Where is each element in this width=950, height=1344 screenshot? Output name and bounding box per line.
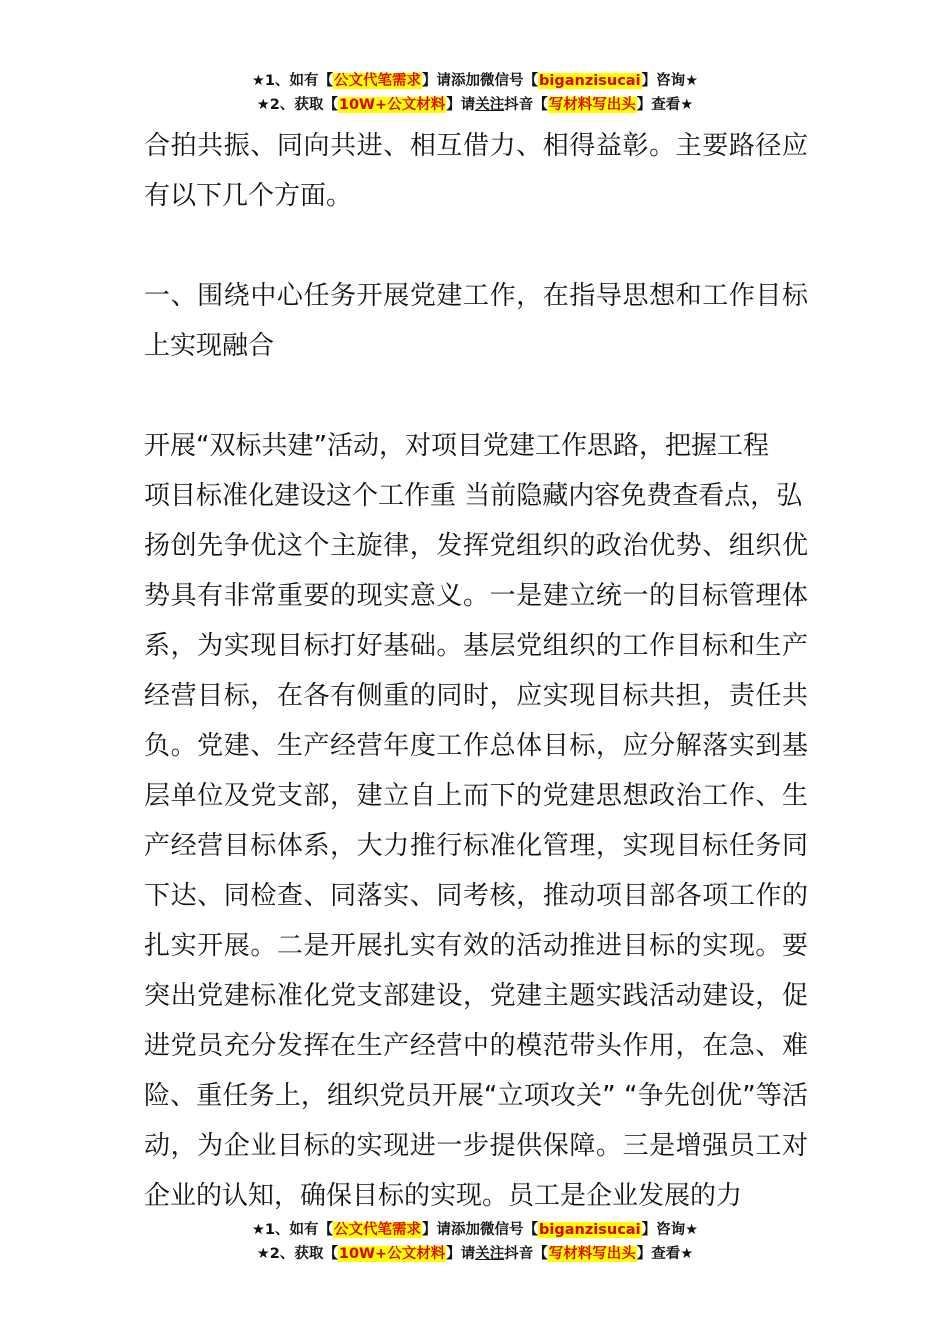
promo-text: 】请添 <box>422 73 466 89</box>
paragraph-line: 开展“双标共建”活动，对项目党建工作思路，把握工程 <box>144 431 769 461</box>
promo-highlight-materials: 10W+公文材料 <box>338 97 446 113</box>
promo-text: 】请 <box>446 1246 476 1262</box>
document-body <box>144 121 808 1221</box>
paragraph-gap <box>144 371 808 421</box>
promo-text: 1、如有【 <box>264 1222 334 1238</box>
promo-text: 微信号【 <box>480 1222 539 1238</box>
paragraph-line: 项目标准化建设这个工作重 当前隐藏内容免费查看点，弘 <box>144 481 803 511</box>
promo-line-1 <box>0 1218 950 1242</box>
promo-text: 抖音【 <box>504 1246 548 1262</box>
promo-line-2 <box>0 1242 950 1266</box>
promo-text: 】请 <box>446 97 476 113</box>
promo-highlight-service: 公文代笔需求 <box>334 1222 422 1238</box>
promo-text: 2、获取【 <box>269 1246 338 1262</box>
paragraph: 扬创先争优这个主旋律，发挥党组织的政治优势、组织优势具有非常重要的现实意义。一是建立统一的目标管理体系，为实现目标打好基础。基层党组织的工作目标和生产经营目标，在各有侧重的同时，应实现目标共担，责任共负。党建、生产经营年度工作总体目标，应分解落实到基层单位及党支部，建立自上而下的党建思想政治工作、生产经营目标体系，大力推行标准化管理，实现目标任务同下达、同检查、同落实、同考核，推动项目部各项工作的扎实开展。二是开展扎实有效的活动推进目标的实现。要突出党建标准化党支部建设，党建主题实践活动建设，促进党员充分发挥在生产经营中的模范带头作用，在急、难险、重任务上，组织党员开展“立项攻关” “争先创优”等活动，为企业目标的实现进一步提供保障。三是增强员工对企业的认知，确保目标的实现。员工是企业发展的力 <box>144 531 808 1211</box>
promo-text: 2、获取【 <box>269 97 338 113</box>
promo-text: 微信号【 <box>480 73 539 89</box>
promo-highlight-materials: 10W+公文材料 <box>338 1246 446 1262</box>
promo-highlight-douyin: 写材料写出头 <box>548 97 636 113</box>
paragraph-gap <box>144 221 808 271</box>
section-heading: 一、围绕中心任务开展党建工作，在指导思想和工作目标上实现融合 <box>144 281 808 361</box>
star-icon: ★ <box>256 97 270 113</box>
promo-text: 加 <box>465 73 481 89</box>
promo-banner-bottom <box>0 1218 950 1266</box>
promo-highlight-douyin: 写材料写出头 <box>548 1246 636 1262</box>
promo-text: 加 <box>465 1222 481 1238</box>
star-icon: ★ <box>251 1222 265 1238</box>
promo-text: 关注 <box>475 1246 505 1262</box>
star-icon: ★ <box>256 1246 270 1262</box>
promo-text: 关注 <box>475 97 505 113</box>
star-icon: ★ <box>251 73 265 89</box>
promo-line-1 <box>0 69 950 93</box>
promo-text: 】查看★ <box>636 97 694 113</box>
promo-line-2 <box>0 93 950 117</box>
promo-text: 】咨询★ <box>641 73 699 89</box>
promo-text: 】查看★ <box>636 1246 694 1262</box>
promo-highlight-wechat-id: biganzisucai <box>539 1222 641 1238</box>
promo-highlight-service: 公文代笔需求 <box>334 73 422 89</box>
promo-highlight-wechat-id: biganzisucai <box>539 73 641 89</box>
promo-text: 1、如有【 <box>264 73 334 89</box>
promo-text: 抖音【 <box>504 97 548 113</box>
paragraph: 合拍共振、同向共进、相互借力、相得益彰。主要路径应有以下几个方面。 <box>144 131 808 211</box>
promo-text: 】咨询★ <box>641 1222 699 1238</box>
promo-banner-top <box>0 69 950 117</box>
promo-text: 】请添 <box>422 1222 466 1238</box>
